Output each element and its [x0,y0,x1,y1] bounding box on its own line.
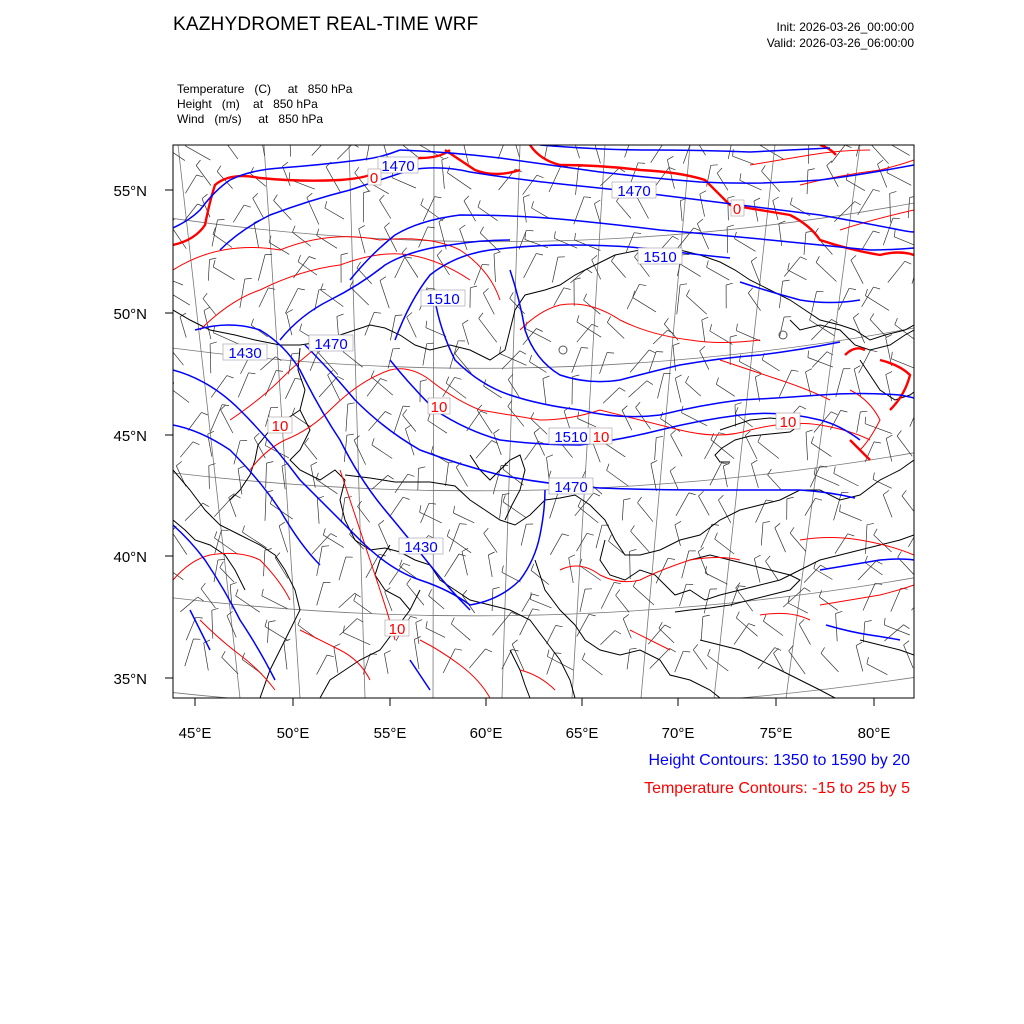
wind-barb-feather [319,289,326,290]
lon-label: 55°E [373,725,407,742]
wind-barb-feather [508,134,515,135]
field-row-height: Height (m) at 850 hPa [177,97,318,111]
wind-barb-feather [222,131,226,137]
lon-ticks [195,698,874,706]
temperature-label: 10 [592,429,610,446]
height-contours-legend: Height Contours: 1350 to 1590 by 20 [648,752,910,769]
lat-label: 40°N [113,549,147,566]
field-row-temperature: Temperature (C) at 850 hPa [177,82,353,96]
wind-barb-feather [166,142,168,149]
wind-barb-feather [594,136,600,140]
lat-label: 45°N [113,428,147,445]
wind-barb-feather [370,138,377,139]
wind-barb-feather [514,134,520,138]
height-label: 1470 [617,183,651,200]
wind-barb-feather [167,285,169,292]
wind-barb-feather [418,137,420,144]
lon-label: 70°E [661,725,695,742]
height-label: 1470 [381,158,415,175]
wind-barb-feather [711,165,718,166]
temperature-label: 10 [779,414,797,431]
temperature-label: 0 [369,170,379,187]
wind-barb-feather [925,373,932,374]
height-label: 1430 [228,345,262,362]
wind-barb-feather [632,137,639,138]
temperature-contours-legend: Temperature Contours: -15 to 25 by 5 [644,780,910,797]
temperature-label: 10 [271,418,289,435]
height-label: 1470 [314,336,348,353]
lon-labels [179,725,891,742]
wind-barb-feather [929,288,936,290]
height-label: 1430 [404,539,438,556]
wind-barb-feather [290,130,297,132]
lon-label: 60°E [469,725,503,742]
wind-barb-feather [918,408,925,409]
lon-label: 65°E [565,725,599,742]
lat-ticks [165,190,173,678]
wind-barb-feather [919,529,926,531]
height-label: 1470 [554,479,588,496]
wind-barb-feather [928,469,935,470]
valid-time: Valid: 2026-03-26_06:00:00 [766,36,914,50]
temperature-label: 10 [388,621,406,638]
wind-barb-feather [332,134,338,137]
wind-barb-feather [892,139,894,146]
lon-label: 75°E [759,725,793,742]
init-time: Init: 2026-03-26_00:00:00 [776,20,914,34]
height-label: 1510 [426,291,460,308]
wind-barb-feather [261,131,267,134]
wind-barb-feather [758,137,760,144]
lat-label: 50°N [113,306,147,323]
lat-label: 55°N [113,183,147,200]
wind-barb-feather [870,137,874,143]
lon-label: 50°E [276,725,310,742]
lat-label: 35°N [113,671,147,688]
wind-barb-feather [395,315,402,316]
wind-barb-feather [927,594,933,597]
lon-label: 80°E [857,725,891,742]
wind-barb-feather [164,271,165,278]
wind-barb [916,373,925,395]
wind-barb-feather [463,139,469,142]
wind-barb [918,469,928,490]
temperature-label: 0 [732,201,742,218]
field-row-wind: Wind (m/s) at 850 hPa [177,112,324,126]
temperature-label: 10 [430,399,448,416]
lat-labels [113,183,147,688]
wind-barb-feather [809,137,816,139]
wind-barb-feather [398,135,401,142]
wind-barb-feather [167,562,170,569]
height-label: 1510 [554,429,588,446]
lon-label: 45°E [178,725,212,742]
wind-barb-feather [656,352,663,353]
wind-barb-feather [692,139,699,140]
height-label: 1510 [643,249,677,266]
wind-barb-feather [166,337,170,343]
wind-barb-feather [667,138,674,140]
wind-barb-feather [383,140,389,144]
chart-title: KAZHYDROMET REAL-TIME WRF [173,14,479,35]
wind-barb [917,288,929,309]
wind-barb-feather [693,130,698,135]
wind-barb-feather [572,131,578,135]
